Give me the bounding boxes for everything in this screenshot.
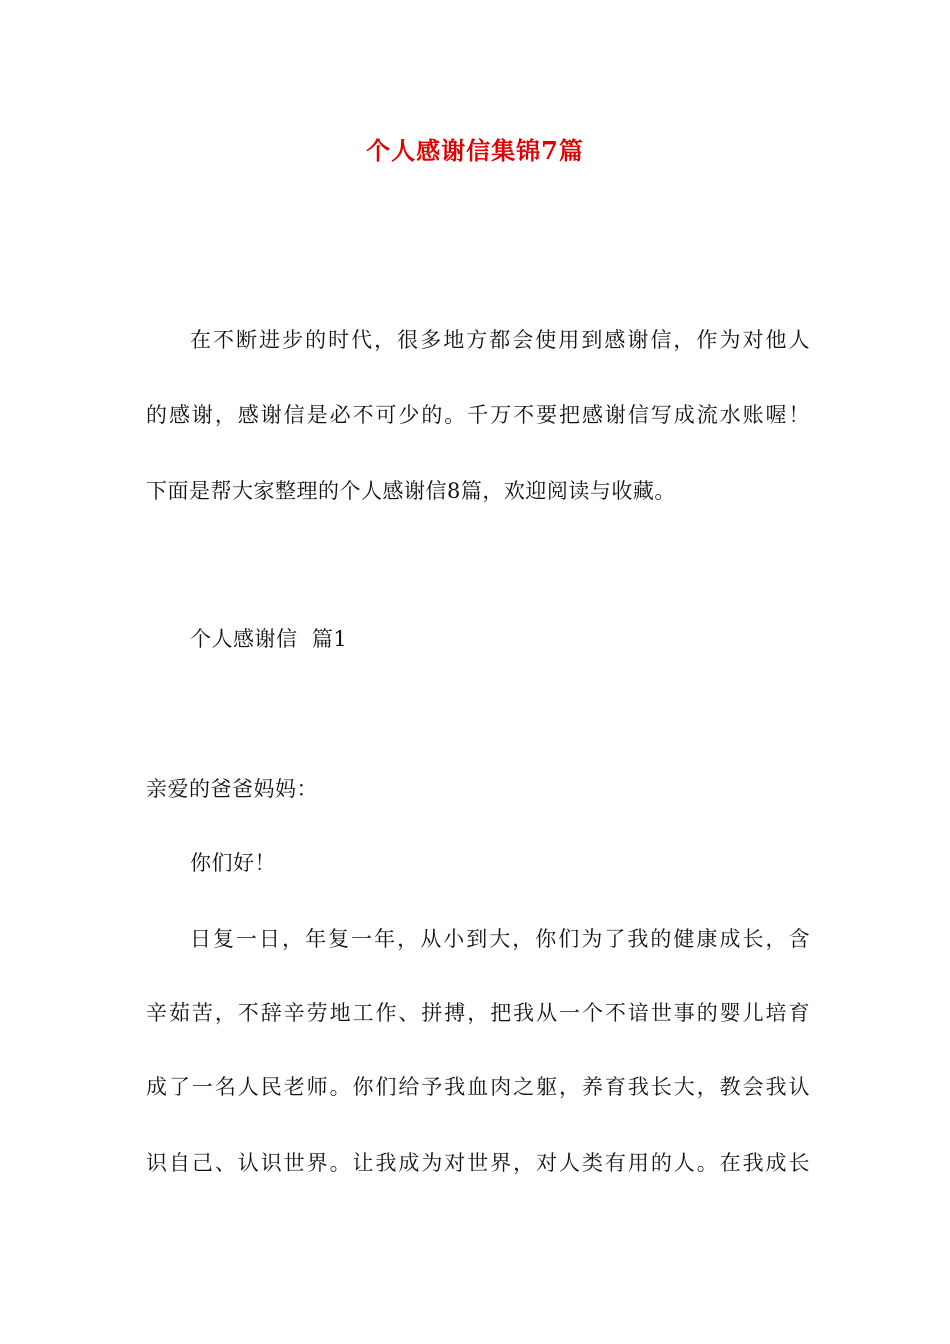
greeting: 你们好！	[190, 851, 276, 875]
body-line-4: 识自己、认识世界。让我成为对世界，对人类有用的人。在我成长	[146, 1151, 810, 1175]
document-title: 个人感谢信集锦7篇	[366, 136, 584, 165]
intro-line-3: 下面是帮大家整理的个人感谢信8篇，欢迎阅读与收藏。	[146, 479, 676, 503]
body-line-2: 辛茹苦，不辞辛劳地工作、拼搏，把我从一个不谙世事的婴儿培育	[146, 1001, 810, 1025]
intro-line-1: 在不断进步的时代，很多地方都会使用到感谢信，作为对他人	[190, 328, 810, 352]
intro-line-2: 的感谢，感谢信是必不可少的。千万不要把感谢信写成流水账喔！	[146, 403, 810, 427]
salutation: 亲爱的爸爸妈妈：	[146, 777, 318, 801]
section-heading: 个人感谢信 篇1	[190, 627, 348, 651]
body-line-1: 日复一日，年复一年，从小到大，你们为了我的健康成长，含	[190, 927, 810, 951]
body-line-3: 成了一名人民老师。你们给予我血肉之躯，养育我长大，教会我认	[146, 1075, 810, 1099]
